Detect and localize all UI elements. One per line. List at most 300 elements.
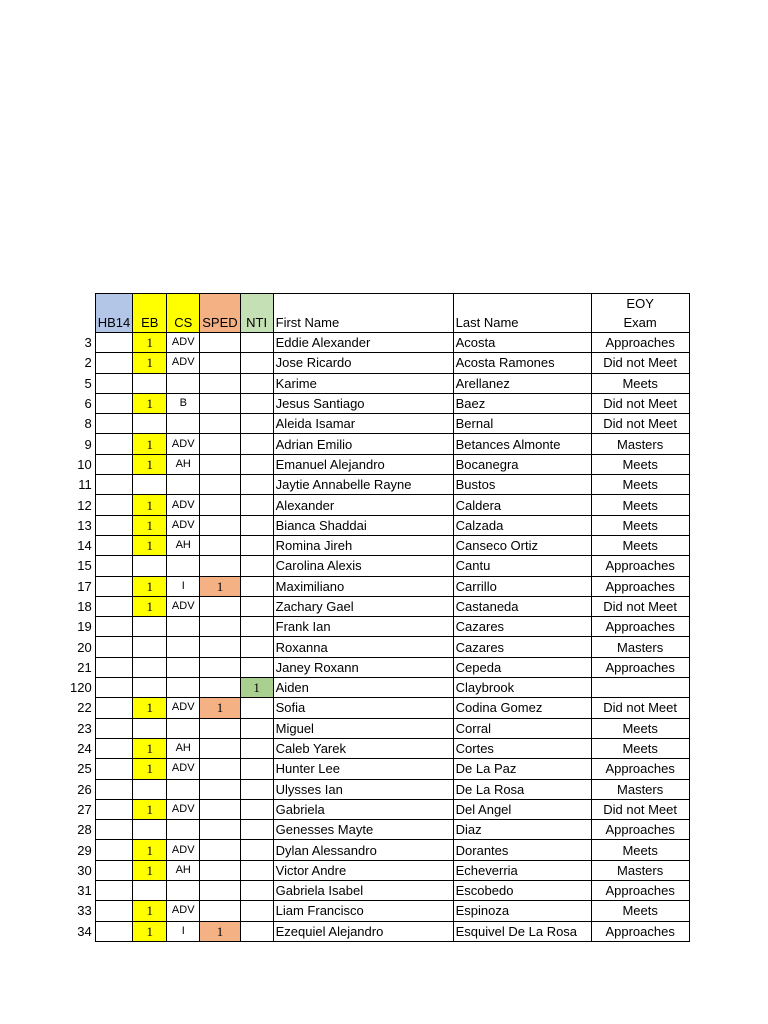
row-number-cell[interactable]: 6 [84,396,92,412]
nti-cell[interactable] [240,515,273,535]
cs-cell[interactable]: ADV [167,759,200,779]
cs-cell[interactable]: ADV [167,698,200,718]
row-number-cell[interactable]: 25 [77,761,92,777]
nti-cell[interactable] [240,759,273,779]
first-name-cell[interactable]: Zachary Gael [273,596,453,616]
row-number-cell[interactable]: 27 [77,801,92,817]
sped-cell[interactable] [200,637,240,657]
row-number-cell[interactable]: 28 [77,822,92,838]
eb-cell[interactable]: 1 [133,759,167,779]
cs-cell[interactable]: ADV [167,434,200,454]
row-number-cell[interactable]: 20 [77,639,92,655]
eb-cell[interactable] [133,678,167,698]
eb-cell[interactable]: 1 [133,454,167,474]
eoy-exam-cell[interactable]: Approaches [591,820,689,840]
eb-cell[interactable]: 1 [133,921,167,941]
eb-cell[interactable] [133,556,167,576]
cs-cell[interactable] [167,779,200,799]
sped-cell[interactable] [200,799,240,819]
eb-cell[interactable]: 1 [133,393,167,413]
eb-cell[interactable] [133,373,167,393]
cs-cell[interactable]: I [167,921,200,941]
hb14-cell[interactable] [95,779,133,799]
eoy-exam-cell[interactable]: Did not Meet [591,414,689,434]
table-row [68,515,689,535]
row-number-cell[interactable]: 15 [77,558,92,574]
cs-cell[interactable]: ADV [167,353,200,373]
cs-cell[interactable] [167,414,200,434]
sped-cell[interactable] [200,393,240,413]
table-body [68,333,689,942]
nti-cell[interactable] [240,475,273,495]
hb14-cell[interactable] [95,718,133,738]
last-name-header: Last Name [453,294,591,333]
eoy-exam-cell[interactable]: Meets [591,901,689,921]
sped-cell[interactable]: 1 [200,576,240,596]
nti-cell[interactable] [240,333,273,353]
hb14-cell[interactable] [95,393,133,413]
first-name-cell[interactable]: Victor Andre [273,860,453,880]
first-name-cell[interactable]: Gabriela Isabel [273,881,453,901]
hb14-cell[interactable] [95,738,133,758]
cs-cell[interactable]: ADV [167,799,200,819]
table-row [68,779,689,799]
nti-cell[interactable] [240,921,273,941]
row-number-cell[interactable]: 18 [77,599,92,614]
row-number-cell[interactable]: 11 [78,477,92,493]
nti-cell[interactable] [240,535,273,555]
eb-cell[interactable]: 1 [133,535,167,555]
eoy-exam-cell[interactable]: Approaches [591,333,689,353]
nti-cell[interactable] [240,881,273,901]
last-name-cell[interactable]: Cepeda [453,657,591,677]
eoy-exam-cell[interactable]: Did not Meet [591,698,689,718]
hb14-cell[interactable] [95,535,133,555]
nti-cell[interactable] [240,901,273,921]
eb-cell[interactable] [133,718,167,738]
first-name-cell[interactable]: Hunter Lee [273,759,453,779]
last-name-cell[interactable]: Cantu [453,556,591,576]
eoy-exam-cell[interactable]: Masters [591,779,689,799]
row-number-cell[interactable]: 9 [84,436,92,452]
nti-cell[interactable] [240,860,273,880]
nti-cell[interactable] [240,596,273,616]
table-row [68,840,689,860]
table-row [68,373,689,393]
hb14-cell[interactable] [95,414,133,434]
sped-cell[interactable] [200,881,240,901]
hb14-cell[interactable] [95,881,133,901]
cs-cell[interactable]: B [167,393,200,413]
last-name-cell[interactable]: De La Rosa [453,779,591,799]
row-number-cell[interactable]: 13 [77,517,92,533]
row-number-cell[interactable]: 10 [77,456,92,472]
cs-cell[interactable] [167,678,200,698]
table-row [68,901,689,921]
cs-cell[interactable]: ADV [167,596,200,616]
cs-cell[interactable] [167,617,200,637]
hb14-cell[interactable] [95,556,133,576]
nti-cell[interactable] [240,820,273,840]
cs-cell[interactable]: I [167,576,200,596]
table-row [68,353,689,373]
eb-cell[interactable] [133,617,167,637]
hb14-cell[interactable] [95,921,133,941]
table-row [68,698,689,718]
sped-cell[interactable] [200,596,240,616]
table-row [68,414,689,434]
first-name-cell[interactable]: Bianca Shaddai [273,515,453,535]
last-name-cell[interactable]: Esquivel De La Rosa [453,921,591,941]
last-name-cell[interactable]: Betances Almonte [453,434,591,454]
first-name-cell[interactable]: Genesses Mayte [273,820,453,840]
hb14-cell[interactable] [95,759,133,779]
eb-cell[interactable]: 1 [133,840,167,860]
row-number-cell[interactable]: 31 [77,883,92,899]
last-name-cell[interactable]: Caldera [453,495,591,515]
first-name-cell[interactable]: Ezequiel Alejandro [273,921,453,941]
first-name-cell[interactable]: Jose Ricardo [273,353,453,373]
first-name-cell[interactable]: Alexander [273,495,453,515]
hb14-cell[interactable] [95,799,133,819]
hb14-cell[interactable] [95,576,133,596]
last-name-cell[interactable]: Bernal [453,414,591,434]
hb14-header: HB14 [95,294,133,333]
nti-cell[interactable] [240,718,273,738]
eoy-exam-cell[interactable]: Masters [591,860,689,880]
sped-cell[interactable] [200,860,240,880]
row-number-cell[interactable]: 26 [77,781,92,797]
eoy-exam-cell[interactable]: Approaches [591,576,689,596]
nti-header: NTI [240,294,273,333]
first-name-cell[interactable]: Miguel [273,718,453,738]
eoy-exam-cell[interactable]: Did not Meet [591,596,689,616]
table-row [68,576,689,596]
nti-cell[interactable] [240,738,273,758]
first-name-cell[interactable]: Roxanna [273,637,453,657]
sped-cell[interactable] [200,556,240,576]
last-name-cell[interactable]: Echeverria [453,860,591,880]
hb14-cell[interactable] [95,373,133,393]
last-name-cell[interactable]: Cazares [453,637,591,657]
cs-cell[interactable]: AH [167,738,200,758]
eoy-exam-cell[interactable]: Meets [591,454,689,474]
eb-header: EB [133,294,167,333]
nti-cell[interactable] [240,556,273,576]
hb14-cell[interactable] [95,840,133,860]
sped-cell[interactable] [200,434,240,454]
sped-cell[interactable] [200,475,240,495]
hb14-cell[interactable] [95,475,133,495]
hb14-cell[interactable] [95,454,133,474]
row-number-cell[interactable]: 22 [77,700,92,716]
eb-cell[interactable] [133,637,167,657]
row-number-cell[interactable]: 24 [77,741,92,757]
eoy-exam-cell[interactable]: Approaches [591,921,689,941]
hb14-cell[interactable] [95,901,133,921]
nti-cell[interactable] [240,414,273,434]
nti-cell[interactable] [240,353,273,373]
last-name-cell[interactable]: Dorantes [453,840,591,860]
eoy-exam-cell[interactable]: Meets [591,373,689,393]
row-number-cell[interactable]: 21 [77,659,92,675]
cs-cell[interactable]: ADV [167,333,200,353]
first-name-cell[interactable]: Sofia [273,698,453,718]
first-name-cell[interactable]: Aleida Isamar [273,414,453,434]
sped-cell[interactable] [200,353,240,373]
hb14-cell[interactable] [95,434,133,454]
first-name-cell[interactable]: Liam Francisco [273,901,453,921]
row-number-cell[interactable]: 23 [77,720,92,736]
last-name-cell[interactable]: Del Angel [453,799,591,819]
cs-cell[interactable] [167,820,200,840]
table-row [68,860,689,880]
nti-cell[interactable] [240,576,273,596]
sped-cell[interactable] [200,414,240,434]
table-row [68,393,689,413]
eoy-exam-cell[interactable]: Meets [591,738,689,758]
row-number-cell[interactable]: 5 [84,375,92,391]
sped-cell[interactable]: 1 [200,921,240,941]
nti-cell[interactable] [240,434,273,454]
nti-cell[interactable] [240,495,273,515]
table-row [68,718,689,738]
last-name-cell[interactable]: Acosta [453,333,591,353]
eb-cell[interactable]: 1 [133,799,167,819]
last-name-cell[interactable]: Bocanegra [453,454,591,474]
nti-cell[interactable] [240,799,273,819]
last-name-cell[interactable]: Escobedo [453,881,591,901]
nti-cell[interactable] [240,779,273,799]
eb-cell[interactable]: 1 [133,434,167,454]
sped-cell[interactable] [200,759,240,779]
eoy-exam-cell[interactable] [591,678,689,698]
cs-cell[interactable] [167,556,200,576]
row-number-cell[interactable]: 8 [84,416,92,432]
first-name-cell[interactable]: Adrian Emilio [273,434,453,454]
hb14-cell[interactable] [95,353,133,373]
sped-cell[interactable] [200,617,240,637]
last-name-cell[interactable]: Carrillo [453,576,591,596]
eoy-exam-cell[interactable]: Approaches [591,759,689,779]
first-name-cell[interactable]: Romina Jireh [273,535,453,555]
eoy-exam-cell[interactable]: Approaches [591,657,689,677]
hb14-cell[interactable] [95,495,133,515]
table-row [68,454,689,474]
eoy-exam-cell[interactable]: Meets [591,535,689,555]
cs-cell[interactable]: ADV [167,901,200,921]
first-name-cell[interactable]: Jaytie Annabelle Rayne [273,475,453,495]
header-row [68,294,689,333]
eb-cell[interactable]: 1 [133,333,167,353]
row-number-cell[interactable]: 29 [77,842,92,858]
row-number-cell[interactable]: 14 [77,538,92,554]
eoy-exam-cell[interactable]: Did not Meet [591,353,689,373]
eoy-exam-cell[interactable]: Did not Meet [591,799,689,819]
row-number-cell[interactable]: 120 [70,680,92,696]
nti-cell[interactable] [240,454,273,474]
table-row [68,881,689,901]
first-name-cell[interactable]: Dylan Alessandro [273,840,453,860]
row-number-cell[interactable]: 3 [84,335,92,351]
table-row [68,738,689,758]
cs-cell[interactable] [167,718,200,738]
eb-cell[interactable] [133,820,167,840]
hb14-cell[interactable] [95,820,133,840]
eb-cell[interactable] [133,414,167,434]
nti-cell[interactable] [240,698,273,718]
sped-cell[interactable] [200,779,240,799]
hb14-cell[interactable] [95,617,133,637]
eb-cell[interactable]: 1 [133,860,167,880]
cs-cell[interactable] [167,881,200,901]
hb14-cell[interactable] [95,515,133,535]
hb14-cell[interactable] [95,678,133,698]
sped-cell[interactable] [200,333,240,353]
sped-cell[interactable] [200,515,240,535]
last-name-cell[interactable]: Bustos [453,475,591,495]
table-row [68,759,689,779]
cs-cell[interactable] [167,373,200,393]
first-name-cell[interactable]: Jesus Santiago [273,393,453,413]
cs-cell[interactable] [167,637,200,657]
first-name-cell[interactable]: Carolina Alexis [273,556,453,576]
first-name-cell[interactable]: Eddie Alexander [273,333,453,353]
sped-cell[interactable] [200,495,240,515]
last-name-cell[interactable]: Castaneda [453,596,591,616]
first-name-cell[interactable]: Maximiliano [273,576,453,596]
cs-cell[interactable]: AH [167,535,200,555]
sped-cell[interactable] [200,678,240,698]
cs-cell[interactable] [167,657,200,677]
sped-cell[interactable] [200,901,240,921]
eb-cell[interactable]: 1 [133,495,167,515]
first-name-cell[interactable]: Karime [273,373,453,393]
eoy-exam-cell[interactable]: Did not Meet [591,393,689,413]
hb14-cell[interactable] [95,657,133,677]
first-name-cell[interactable]: Janey Roxann [273,657,453,677]
nti-cell[interactable] [240,393,273,413]
row-number-cell[interactable]: 33 [77,903,92,919]
eb-cell[interactable] [133,779,167,799]
first-name-cell[interactable]: Emanuel Alejandro [273,454,453,474]
sped-cell[interactable] [200,820,240,840]
sped-cell[interactable] [200,454,240,474]
eb-cell[interactable] [133,657,167,677]
last-name-cell[interactable]: Codina Gomez [453,698,591,718]
sped-cell[interactable]: 1 [200,698,240,718]
eb-cell[interactable]: 1 [133,353,167,373]
cs-cell[interactable]: AH [167,454,200,474]
table-row [68,799,689,819]
eb-cell[interactable] [133,881,167,901]
eoy-exam-cell[interactable]: Masters [591,434,689,454]
eoy-exam-cell[interactable]: Meets [591,495,689,515]
eoy-exam-cell[interactable]: Meets [591,475,689,495]
cs-cell[interactable] [167,475,200,495]
eb-cell[interactable]: 1 [133,698,167,718]
student-roster-table [68,293,690,942]
eoy-exam-cell[interactable]: Approaches [591,617,689,637]
nti-cell[interactable] [240,840,273,860]
last-name-cell[interactable]: Cazares [453,617,591,637]
table-row [68,535,689,555]
hb14-cell[interactable] [95,333,133,353]
row-number-cell[interactable]: 19 [77,619,92,635]
last-name-cell[interactable]: Baez [453,393,591,413]
last-name-cell[interactable]: Diaz [453,820,591,840]
last-name-cell[interactable]: Calzada [453,515,591,535]
table-row [68,495,689,515]
cs-cell[interactable]: ADV [167,495,200,515]
eoy-header-line1: EOY [626,296,654,311]
sped-cell[interactable] [200,840,240,860]
row-number-header [68,294,95,333]
sped-cell[interactable] [200,738,240,758]
sped-cell[interactable] [200,657,240,677]
row-number-cell[interactable]: 12 [77,497,92,513]
first-name-cell[interactable]: Gabriela [273,799,453,819]
table-row [68,637,689,657]
last-name-cell[interactable]: Acosta Ramones [453,353,591,373]
eb-cell[interactable]: 1 [133,596,167,616]
row-number-cell[interactable]: 30 [77,862,92,878]
first-name-cell[interactable]: Aiden [273,678,453,698]
sped-cell[interactable] [200,718,240,738]
nti-cell[interactable] [240,657,273,677]
last-name-cell[interactable]: Cortes [453,738,591,758]
eoy-exam-cell[interactable]: Meets [591,718,689,738]
last-name-cell[interactable]: Espinoza [453,901,591,921]
table-row [68,678,689,698]
first-name-cell[interactable]: Caleb Yarek [273,738,453,758]
eoy-exam-cell[interactable]: Approaches [591,556,689,576]
first-name-cell[interactable]: Ulysses Ian [273,779,453,799]
row-number-cell[interactable]: 17 [77,578,92,594]
cs-cell[interactable]: AH [167,860,200,880]
eoy-exam-cell[interactable]: Approaches [591,881,689,901]
nti-cell[interactable] [240,637,273,657]
last-name-cell[interactable]: Arellanez [453,373,591,393]
eb-cell[interactable]: 1 [133,738,167,758]
sped-cell[interactable] [200,373,240,393]
last-name-cell[interactable]: De La Paz [453,759,591,779]
eb-cell[interactable]: 1 [133,576,167,596]
eb-cell[interactable] [133,475,167,495]
cs-cell[interactable]: ADV [167,515,200,535]
row-number-cell[interactable]: 34 [77,923,92,939]
last-name-cell[interactable]: Canseco Ortiz [453,535,591,555]
hb14-cell[interactable] [95,860,133,880]
cs-cell[interactable]: ADV [167,840,200,860]
hb14-cell[interactable] [95,698,133,718]
sped-cell[interactable] [200,535,240,555]
eoy-exam-cell[interactable]: Meets [591,515,689,535]
eb-cell[interactable]: 1 [133,901,167,921]
eoy-exam-cell[interactable]: Masters [591,637,689,657]
nti-cell[interactable]: 1 [240,678,273,698]
nti-cell[interactable] [240,617,273,637]
first-name-cell[interactable]: Frank Ian [273,617,453,637]
hb14-cell[interactable] [95,637,133,657]
eb-cell[interactable]: 1 [133,515,167,535]
last-name-cell[interactable]: Corral [453,718,591,738]
hb14-cell[interactable] [95,596,133,616]
nti-cell[interactable] [240,373,273,393]
eoy-exam-cell[interactable]: Meets [591,840,689,860]
row-number-cell[interactable]: 2 [84,355,92,371]
last-name-cell[interactable]: Claybrook [453,678,591,698]
